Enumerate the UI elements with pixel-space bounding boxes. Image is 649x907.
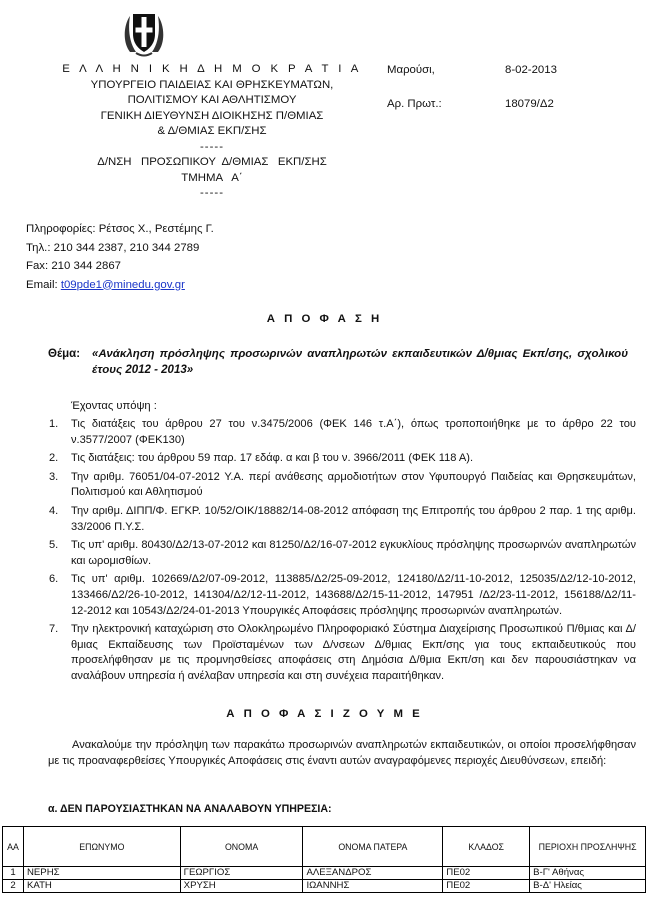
subject-label: Θέμα: [48,348,81,360]
cell-father-name: ΙΩΑΝΝΗΣ [303,880,443,893]
table-row [3,880,646,893]
list-item: 1. Τις διατάξεις του άρθρου 27 του ν.3475/2006 (ΦΕΚ 146 τ.Α΄), όπως τροποποιήθηκε με το άρθρο 22 του ν.3577/2007 (ΦΕΚ130) [49,418,636,446]
header-department: ΤΜΗΜΑ Α΄ [181,171,243,184]
header-directorate: Δ/ΝΣΗ ΠΡΟΣΩΠΙΚΟΥ Δ/ΘΜΙΑΣ ΕΚΠ/ΣΗΣ [97,156,327,168]
teachers-table [2,826,646,893]
col-header-branch: ΚΛΑΔΟΣ [443,827,530,867]
cell-name: ΧΡΥΣΗ [180,880,303,893]
decision-title: Α Π Ο Φ Α Σ Η [266,313,383,325]
header-line-republic: Ε Λ Λ Η Ν Ι Κ Η Δ Η Μ Ο Κ Ρ Α Τ Ι Α [62,63,362,75]
cell-region: Β-Γ' Αθήνας [530,867,646,880]
header-line-ministry: ΥΠΟΥΡΓΕΙΟ ΠΑΙΔΕΙΑΣ ΚΑΙ ΘΡΗΣΚΕΥΜΑΤΩΝ, [90,78,334,91]
email-link[interactable]: t09pde1@minedu.gov.gr [60,278,185,291]
contact-block [26,220,214,294]
col-header-name: ΟΝΟΜΑ [180,827,303,867]
ministry-header [26,62,398,202]
list-item: 2. Τις διατάξεις: του άρθρου 59 παρ. 17 εδάφ. α και β του ν. 3966/2011 (ΦΕΚ 118 Α). [49,452,474,465]
cell-branch: ΠΕ02 [443,880,530,893]
header-separator: ----- [200,140,224,153]
table-header-row [3,827,646,867]
list-item: 5. Τις υπ' αριθμ. 80430/Δ2/13-07-2012 και 81250/Δ2/16-07-2012 εγκυκλίους πρόσληψης προσωρινών αναπληρωτών και ωρομισθίων. [49,539,636,567]
table-row [3,867,646,880]
subject-text: «Ανάκληση πρόσληψης προσωρινών αναπληρωτών εκπαιδευτικών Δ/θμιας Εκπ/σης, σχολικού έτους 2012 - 2013» [92,348,628,376]
considerations-list [30,417,636,688]
list-item: 4. Την αριθμ. ΔΙΠΠ/Φ. ΕΓΚΡ. 10/52/ΟΙΚ/18882/14-08-2012 απόφαση της Επιτροπής του άρθρου 2 παρ. 1 της αριθμ. 33/2006 Π.Υ.Σ. [49,504,636,533]
greek-coat-of-arms-icon [124,8,164,60]
cell-aa: 2 [3,880,24,893]
contact-info: Πληροφορίες: Ρέτσος Χ., Ρεστέμης Γ. [26,223,214,235]
cell-region: Β-Δ' Ηλείας [530,880,646,893]
cell-father-name: ΑΛΕΞΑΝΔΡΟΣ [303,867,443,880]
list-item: 3. Την αριθμ. 76051/04-07-2012 Υ.Α. περί ανάθεσης αρμοδιοτήτων στον Υφυπουργό Παιδείας και Θρησκευμάτων, Πολιτισμού και Αθλητισμού [49,470,636,499]
considering-label: Έχοντας υπόψη : [71,400,157,412]
subject-block [48,346,628,376]
header-line-culture: ΠΟΛΙΤΙΣΜΟΥ ΚΑΙ ΑΘΛΗΤΙΣΜΟΥ [127,94,297,106]
list-item: 7. Την ηλεκτρονική καταχώριση στο Ολοκληρωμένο Πληροφοριακό Σύστημα Διαχείρισης Προσωπικού Π/θμιας και Δ/θμιας Εκπαίδευσης των Προϊσταμένων των Δ/νσεων Δ/θμιας Εκπ/σης για τους εκπαιδευτικούς που προσελήφθησαν με τις προμνησθείσες αποφάσεις στη Δημόσια Δ/θμια Εκπ/ση και δεν παρουσιάστηκαν να αναλάβουν υπηρεσία ή ανέλαβαν υπηρεσία και στη συνέχεια παραιτήθηκαν. [49,623,636,682]
col-header-surname: ΕΠΩΝΥΜΟ [23,827,180,867]
protocol-label: Αρ. Πρωτ.: [387,98,442,110]
cell-branch: ΠΕ02 [443,867,530,880]
email-label: Email: [26,278,61,291]
document-date: 8-02-2013 [505,64,557,76]
decide-title: Α Π Ο Φ Α Σ Ι Ζ Ο Υ Μ Ε [226,708,423,720]
cell-surname: ΝΕΡΗΣ [23,867,180,880]
col-header-aa: ΑΑ [3,827,24,867]
cell-surname: ΚΑΤΗ [23,880,180,893]
place-label: Μαρούσι, [387,64,435,76]
col-header-father-name: ΟΝΟΜΑ ΠΑΤΕΡΑ [303,827,443,867]
protocol-number: 18079/Δ2 [505,98,554,110]
cell-name: ΓΕΩΡΓΙΟΣ [180,867,303,880]
header-line-general-directorate: ΓΕΝΙΚΗ ΔΙΕΥΘΥΝΣΗ ΔΙΟΙΚΗΣΗΣ Π/ΘΜΙΑΣ [100,109,324,122]
header-separator-2: ----- [200,187,224,199]
decide-paragraph: Ανακαλούμε την πρόσληψη των παρακάτω προσωρινών αναπληρωτών εκπαιδευτικών, οι οποίοι προσελήφθησαν με τις προαναφερθείσες Υπουργικές Αποφάσεις στις έναντι αυτών αναγραφόμενες περιοχές Διευθύνσεων, επειδή: [48,739,636,767]
contact-email-row [26,276,214,295]
contact-fax: Fax: 210 344 2867 [26,260,121,272]
contact-phone: Τηλ.: 210 344 2387, 210 344 2789 [26,241,200,254]
col-header-region: ΠΕΡΙΟΧΗ ΠΡΟΣΛΗΨΗΣ [530,827,646,867]
cell-aa: 1 [3,867,24,880]
list-item: 6. Τις υπ' αριθμ. 102669/Δ2/07-09-2012, 113885/Δ2/25-09-2012, 124180/Δ2/11-10-2012, 125035/Δ2/12-10-2012, 133466/Δ2/26-10-2012, 141304/Δ2/12-11-2012, 143688/Δ2/15-11-2012, 147951 /Δ2/23-11-2012, 156188/Δ2/11-12-2012 και 10543/Δ2/24-01-2013 Υπουργικές Αποφάσεις πρόσληψης προσωρινών αναπληρωτών. [49,573,636,617]
section-a-heading: α. ΔΕΝ ΠΑΡΟΥΣΙΑΣΤΗΚΑΝ ΝΑ ΑΝΑΛΑΒΟΥΝ ΥΠΗΡΕΣΙΑ: [48,803,332,815]
header-line-education-levels: & Δ/ΘΜΙΑΣ ΕΚΠ/ΣΗΣ [157,125,267,137]
